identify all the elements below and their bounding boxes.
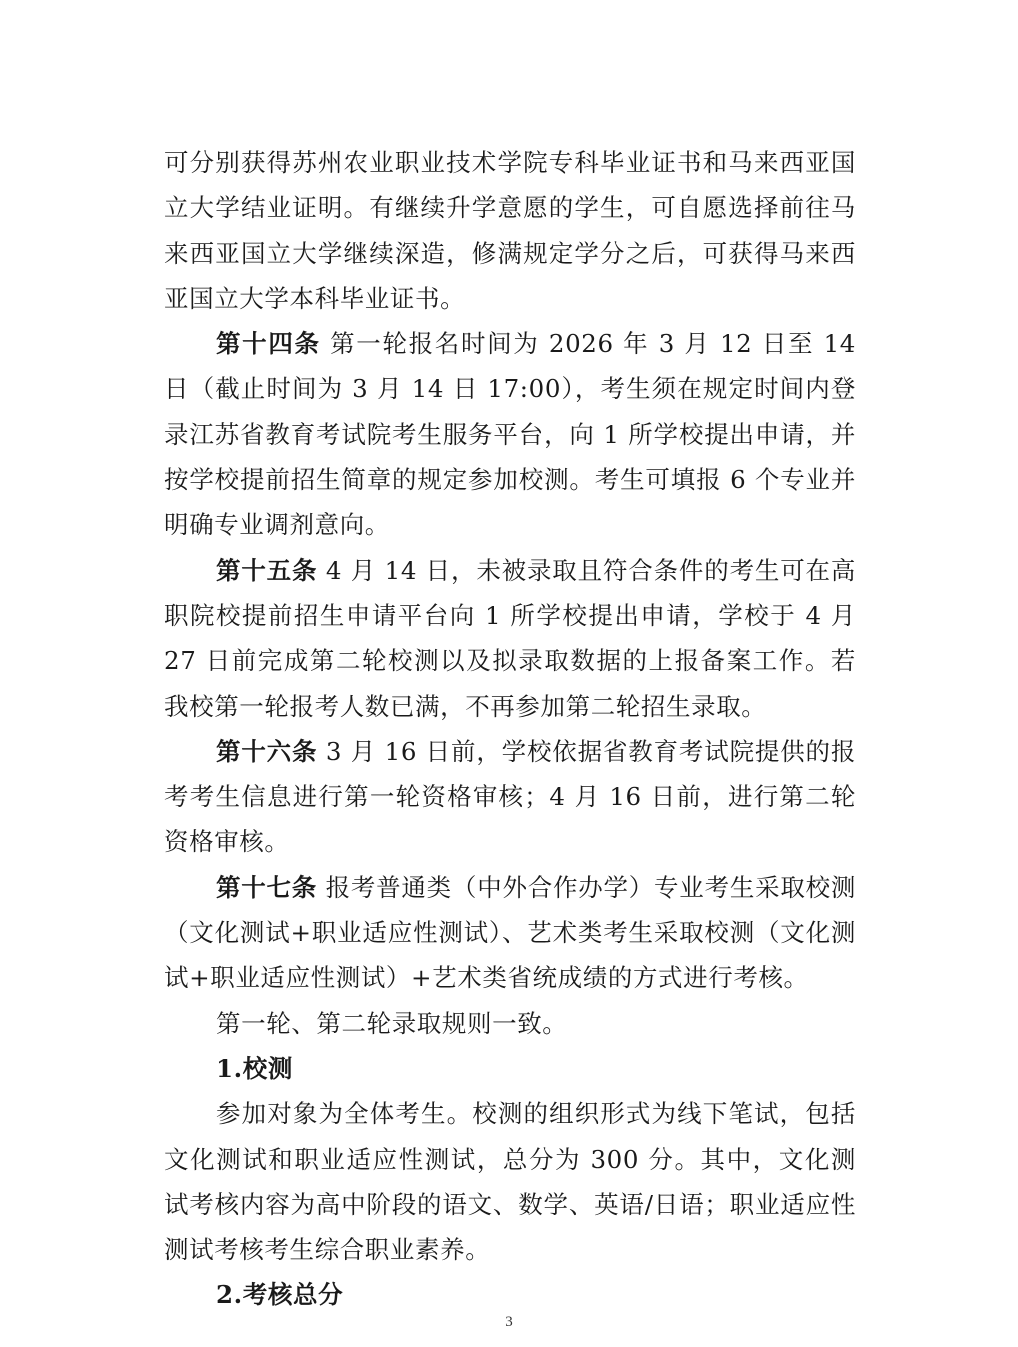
paragraph-admission-rule — [164, 1001, 856, 1046]
section-1-text: 参加对象为全体考生。校测的组织形式为线下笔试，包括文化测试和职业适应性测试，总分为 300 分。其中，文化测试考核内容为高中阶段的语文、数学、英语/日语；职业适应性测试考核考生综合职业素养。 — [164, 1099, 856, 1265]
section-2-heading: 2.考核总分 — [216, 1280, 344, 1310]
page-number: 3 — [505, 1314, 513, 1330]
document-body — [164, 140, 856, 1318]
paragraph-certificates — [164, 140, 856, 321]
article-15-text: 4 月 14 日，未被录取且符合条件的考生可在高职院校提前招生申请平台向 1 所学校提出申请，学校于 4 月 27 日前完成第二轮校测以及拟录取数据的上报备案工作。若我校第一轮报考人数已满，不再参加第二轮招生录取。 — [164, 555, 856, 721]
article-14-text: 第一轮报名时间为 2026 年 3 月 12 日至 14 日（截止时间为 3 月 14 日 17:00），考生须在规定时间内登录江苏省教育考试院考生服务平台，向 1 所学校提出申请，并按学校提前招生简章的规定参加校测。考生可填报 6 个专业并明确专业调剂意向。 — [164, 329, 856, 540]
article-15-lead: 第十五条 — [216, 555, 318, 585]
article-15 — [164, 548, 856, 729]
paragraph-text: 可分别获得苏州农业职业技术学院专科毕业证书和马来西亚国立大学结业证明。有继续升学意愿的学生，可自愿选择前往马来西亚国立大学继续深造，修满规定学分之后，可获得马来西亚国立大学本科毕业证书。 — [164, 148, 856, 313]
article-17-text: 报考普通类（中外合作办学）专业考生采取校测（文化测试+职业适应性测试）、艺术类考生采取校测（文化测试+职业适应性测试）+艺术类省统成绩的方式进行考核。 — [164, 872, 856, 993]
article-14-lead: 第十四条 — [216, 329, 321, 359]
article-14 — [164, 321, 856, 547]
section-1-heading: 1.校测 — [216, 1053, 293, 1083]
article-16-lead: 第十六条 — [216, 736, 318, 766]
article-16 — [164, 729, 856, 865]
paragraph-text: 第一轮、第二轮录取规则一致。 — [216, 1008, 568, 1038]
article-17 — [164, 865, 856, 1001]
article-17-lead: 第十七条 — [216, 872, 318, 902]
article-16-text: 3 月 16 日前，学校依据省教育考试院提供的报考考生信息进行第一轮资格审核；4 月 16 日前，进行第二轮资格审核。 — [164, 736, 856, 857]
